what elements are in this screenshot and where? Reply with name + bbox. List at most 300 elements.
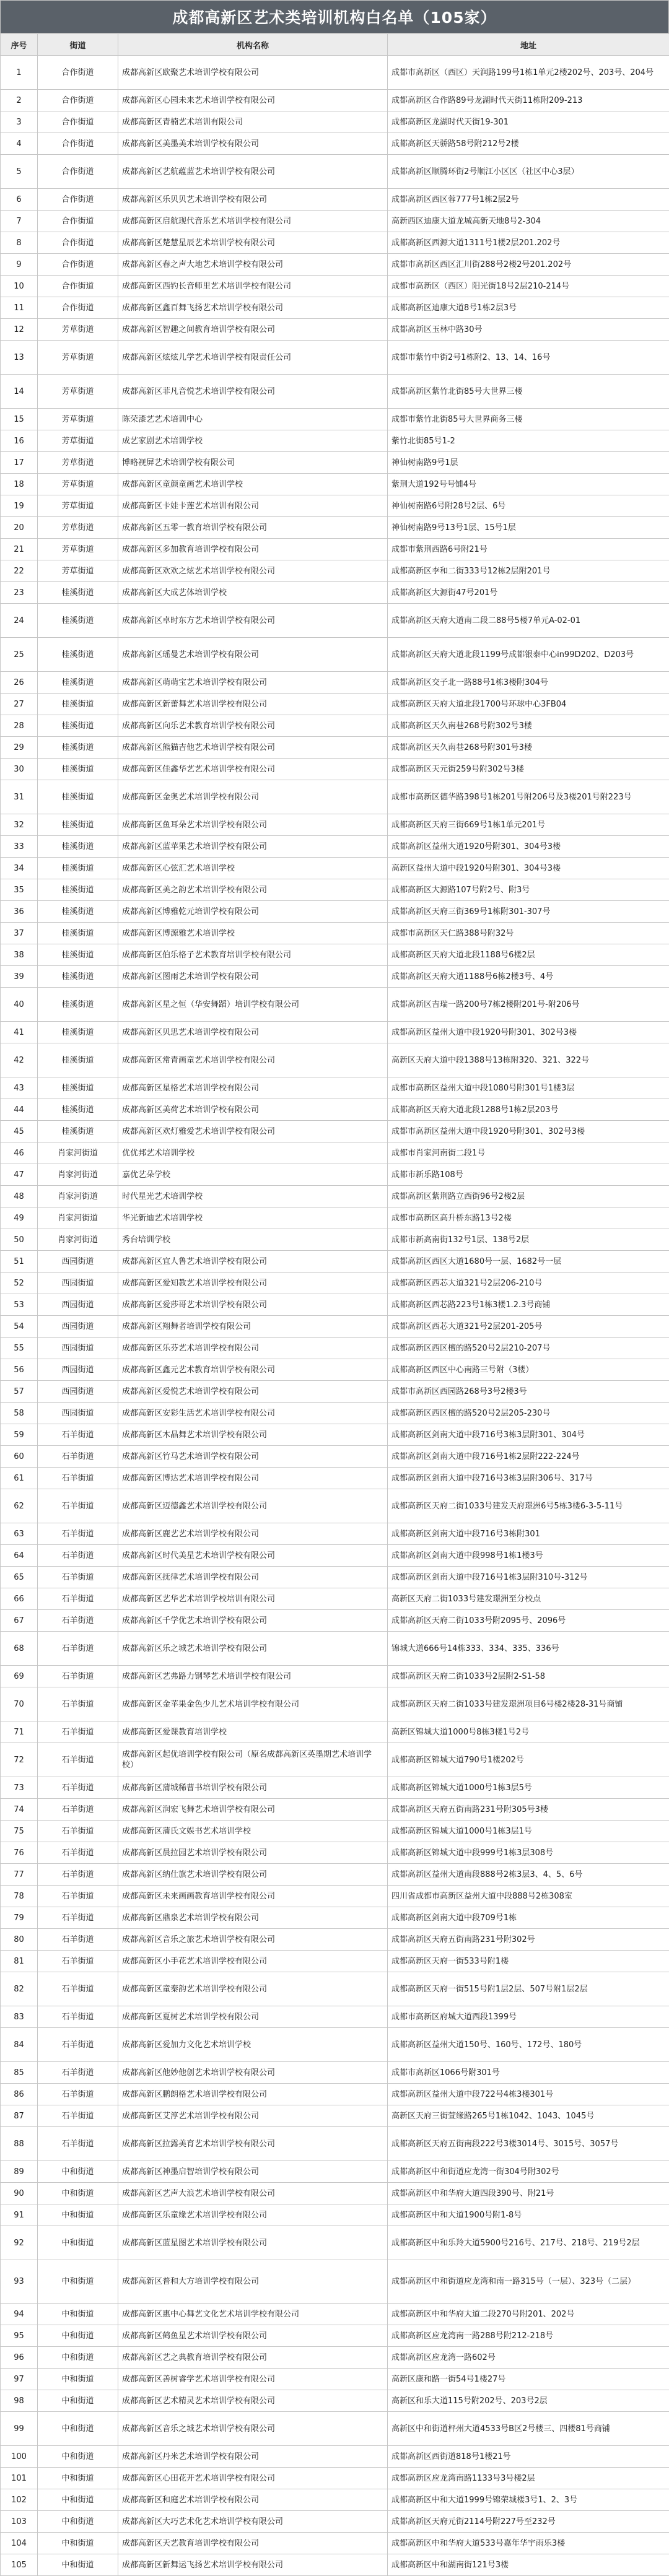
row-address: 成都高新区中和大道1999号锦荣城楼3号1、2、3号: [388, 2489, 669, 2511]
row-street: 桂溪街道: [38, 879, 118, 901]
row-institution: 成都高新区艺声大浪艺术培训学校有限公司: [118, 2183, 388, 2204]
row-institution: 成都高新区美墨美术培训学校有限公司: [118, 133, 388, 155]
row-institution: 成都高新区欢欢之炫艺术培训学校有限公司: [118, 560, 388, 582]
row-street: 西园街道: [38, 1338, 118, 1359]
table-row: [1, 2446, 669, 2468]
row-index: 36: [1, 901, 38, 923]
row-street: 中和街道: [38, 2325, 118, 2347]
row-institution: 成都高新区五零一教育培训学校有限公司: [118, 517, 388, 539]
row-institution: 成都高新区竹马艺术培训学校有限公司: [118, 1446, 388, 1468]
row-address: 成都市紫竹中街2号1栋附2、13、14、16号: [388, 341, 669, 375]
row-index: 67: [1, 1610, 38, 1632]
table-row: [1, 780, 669, 814]
row-street: 桂溪街道: [38, 715, 118, 737]
table-row: [1, 672, 669, 694]
table-row: [1, 2161, 669, 2183]
row-address: 成都市高新区府城大道西段1399号: [388, 2006, 669, 2028]
row-institution: 成都高新区爱知教艺术培训学校有限公司: [118, 1273, 388, 1294]
row-index: 35: [1, 879, 38, 901]
row-institution: 成都高新区伯乐格子艺术教育培训学校有限公司: [118, 944, 388, 966]
row-street: 桂溪街道: [38, 638, 118, 672]
row-address: 成都高新区交子北一路88号1栋3楼附304号: [388, 672, 669, 694]
row-address: 成都高新区益州大道中段1920号附301、302号3楼: [388, 1022, 669, 1043]
table-row: [1, 1338, 669, 1359]
table-row: [1, 1799, 669, 1821]
table-row: [1, 737, 669, 759]
row-institution: 成都高新区蓝苹果艺术培训学校有限公司: [118, 836, 388, 858]
row-street: 中和街道: [38, 2468, 118, 2489]
row-institution: 成都高新区宜人鲁艺术培训学校有限公司: [118, 1251, 388, 1273]
table-row: [1, 1043, 669, 1077]
table-row: [1, 1446, 669, 1468]
row-street: 中和街道: [38, 2489, 118, 2511]
row-institution: 成都高新区熊猫吉他艺术培训学校有限公司: [118, 737, 388, 759]
row-street: 芳草街道: [38, 495, 118, 517]
table-row: [1, 1251, 669, 1273]
row-address: 成都高新区应龙湾一路602号: [388, 2347, 669, 2369]
row-institution: 成都高新区鱼耳朵艺术培训学校有限公司: [118, 814, 388, 836]
row-street: 石羊街道: [38, 2062, 118, 2084]
table-row: [1, 1121, 669, 1142]
row-address: 成都高新区中和乐羚大道5900号216号、217号、218号、219号2层: [388, 2226, 669, 2260]
row-index: 82: [1, 1972, 38, 2006]
row-address: 成都高新区紫竹北街85号大世界三楼: [388, 375, 669, 409]
row-address: 成都高新区益州大道南段888号2栋3层3、4、5、6号: [388, 1864, 669, 1886]
row-institution: 成都高新区小手花艺术培训学校有限公司: [118, 1951, 388, 1972]
row-index: 8: [1, 232, 38, 254]
row-index: 46: [1, 1142, 38, 1164]
row-street: 桂溪街道: [38, 737, 118, 759]
row-street: 桂溪街道: [38, 1099, 118, 1121]
table-row: [1, 1294, 669, 1316]
row-index: 59: [1, 1424, 38, 1446]
row-street: 石羊街道: [38, 1588, 118, 1610]
row-street: 中和街道: [38, 2511, 118, 2533]
row-address: 神仙树南路9号1层: [388, 452, 669, 474]
row-institution: 成都高新区童颜童画艺术培训学校: [118, 474, 388, 495]
row-street: 合作街道: [38, 297, 118, 319]
table-row: [1, 2127, 669, 2161]
table-row: [1, 923, 669, 944]
row-address: 成都市高新区（西区）阳光街18号2层210-214号: [388, 276, 669, 297]
row-institution: 成都高新区晨拉园艺术培训学校有限公司: [118, 1842, 388, 1864]
row-address: 成都高新区中和华府大道四段390号、附21号: [388, 2183, 669, 2204]
row-address: 成都高新区天府大道1188号6栋2楼3号、4号: [388, 966, 669, 988]
row-street: 石羊街道: [38, 1821, 118, 1842]
row-address: 成都高新区剑南大道中段709号1栋: [388, 1907, 669, 1929]
table-row: [1, 1687, 669, 1721]
row-address: 成都市新乐路108号: [388, 1164, 669, 1186]
row-institution: 成都高新区智趣之间教育培训学校有限公司: [118, 319, 388, 341]
row-index: 57: [1, 1381, 38, 1403]
row-street: 西园街道: [38, 1294, 118, 1316]
table-row: [1, 1489, 669, 1523]
row-index: 2: [1, 90, 38, 111]
row-street: 桂溪街道: [38, 836, 118, 858]
row-index: 34: [1, 858, 38, 879]
row-institution: 成都高新区润宏飞舞艺术培训学校有限公司: [118, 1799, 388, 1821]
row-address: 成都高新区天骄路58号附212号2楼: [388, 133, 669, 155]
table-row: [1, 276, 669, 297]
row-street: 中和街道: [38, 2226, 118, 2260]
row-institution: 优优邦艺术培训学校: [118, 1142, 388, 1164]
row-index: 19: [1, 495, 38, 517]
row-institution: 成都高新区童秦韵艺术培训学校有限公司: [118, 1972, 388, 2006]
table-row: [1, 1886, 669, 1907]
row-street: 中和街道: [38, 2161, 118, 2183]
row-index: 96: [1, 2347, 38, 2369]
row-index: 45: [1, 1121, 38, 1142]
row-street: 石羊街道: [38, 2028, 118, 2062]
row-address: 高新区天府二街1033号建发璟洲至分校点: [388, 1588, 669, 1610]
row-index: 98: [1, 2390, 38, 2412]
row-address: 成都高新区天府一街533号附1楼: [388, 1951, 669, 1972]
row-index: 43: [1, 1077, 38, 1099]
row-institution: 成都高新区博达艺术培训学校有限公司: [118, 1468, 388, 1489]
row-index: 78: [1, 1886, 38, 1907]
row-index: 31: [1, 780, 38, 814]
row-address: 成都高新区天元街259号附302号3楼: [388, 759, 669, 780]
row-address: 成都市高新区益州大道中段1920号附301、302号3楼: [388, 1121, 669, 1142]
table-header-row: [1, 34, 669, 56]
row-street: 中和街道: [38, 2554, 118, 2576]
table-row: [1, 1164, 669, 1186]
row-institution: 成都高新区木晶舞艺术培训学校有限公司: [118, 1424, 388, 1446]
table-row: [1, 879, 669, 901]
row-address: 成都市新高南街132号1层、138号2层: [388, 1229, 669, 1251]
row-index: 105: [1, 2554, 38, 2576]
row-street: 石羊街道: [38, 1424, 118, 1446]
row-street: 西园街道: [38, 1403, 118, 1424]
row-institution: 成都高新区向乐艺术教育培训学校有限公司: [118, 715, 388, 737]
row-address: 成都高新区剑南大道中段998号1栋1楼3号: [388, 1545, 669, 1567]
row-address: 成都高新区吉瑞一路200号7栋2楼附201号-附206号: [388, 988, 669, 1022]
row-street: 石羊街道: [38, 1743, 118, 1777]
row-index: 73: [1, 1777, 38, 1799]
row-institution: 成都高新区艺弗路力钢琴艺术培训学校有限公司: [118, 1666, 388, 1687]
row-institution: 成都高新区艺华艺术培训学校培训有限公司: [118, 1588, 388, 1610]
row-index: 49: [1, 1208, 38, 1229]
row-institution: 成都高新区天艺教育培训学校有限公司: [118, 2533, 388, 2554]
row-index: 26: [1, 672, 38, 694]
row-address: 成都高新区天府元街2114号附227号至232号: [388, 2511, 669, 2533]
header-institution: 机构名称: [118, 34, 388, 56]
row-address: 成都高新区龙湖时代天街19-301: [388, 111, 669, 133]
row-institution: 成都高新区菲凡音悦艺术培训学校有限公司: [118, 375, 388, 409]
row-street: 石羊街道: [38, 2127, 118, 2161]
table-row: [1, 2183, 669, 2204]
row-institution: 成都高新区大巧艺术化艺术培训学校有限公司: [118, 2511, 388, 2533]
row-address: 成都市高新区高升桥东路13号2楼: [388, 1208, 669, 1229]
row-address: 成都高新区天府二街1033号建发天府璟洲6号5栋3楼6-3-5-11号: [388, 1489, 669, 1523]
row-institution: 成都高新区卓时东方艺术培训学校有限公司: [118, 604, 388, 638]
row-institution: 成都高新区蒲城稀曹书培训学校有限公司: [118, 1777, 388, 1799]
table-row: [1, 759, 669, 780]
row-address: 成都高新区中和街道应龙湾一街304号附302号: [388, 2161, 669, 2183]
row-address: 成都高新区大源街47号201号: [388, 582, 669, 604]
row-index: 62: [1, 1489, 38, 1523]
row-street: 桂溪街道: [38, 858, 118, 879]
row-institution: 成都高新区鼎泉艺术培训学校有限公司: [118, 1907, 388, 1929]
row-institution: 成都高新区美之韵艺术培训学校有限公司: [118, 879, 388, 901]
row-street: 芳草街道: [38, 375, 118, 409]
row-index: 63: [1, 1523, 38, 1545]
row-institution: 成都高新区艺航蕴蓝艺术培训学校有限公司: [118, 155, 388, 189]
table-row: [1, 2006, 669, 2028]
row-institution: 成都高新区乐之城艺术培训学校有限公司: [118, 1632, 388, 1666]
row-address: 成都高新区天府二街1033号附2095号、2096号: [388, 1610, 669, 1632]
table-row: [1, 560, 669, 582]
row-street: 石羊街道: [38, 1907, 118, 1929]
table-row: [1, 1632, 669, 1666]
row-institution: 成都高新区艾淳艺术培训学校有限公司: [118, 2105, 388, 2127]
row-street: 石羊街道: [38, 1972, 118, 2006]
row-street: 桂溪街道: [38, 901, 118, 923]
row-street: 合作街道: [38, 276, 118, 297]
row-index: 3: [1, 111, 38, 133]
row-index: 30: [1, 759, 38, 780]
row-street: 合作街道: [38, 211, 118, 232]
row-index: 28: [1, 715, 38, 737]
row-address: 成都高新区李和二街333号12栋2层附201号: [388, 560, 669, 582]
row-index: 11: [1, 297, 38, 319]
row-institution: 成都高新区博雅乾元培训学校有限公司: [118, 901, 388, 923]
row-index: 1: [1, 56, 38, 90]
row-address: 高新西区迪康大道龙城高新天地8号2-304: [388, 211, 669, 232]
row-address: 成都高新区应龙湾南一路288号附212-218号: [388, 2325, 669, 2347]
row-institution: 成都高新区心弦汇艺术培训学校: [118, 858, 388, 879]
table-row: [1, 409, 669, 430]
row-address: 成都高新区紫荆路立西街96号2楼2层: [388, 1186, 669, 1208]
row-index: 47: [1, 1164, 38, 1186]
row-address: 成都高新区天府三街369号1栋附301-307号: [388, 901, 669, 923]
row-institution: 成都高新区美荷艺术培训学校有限公司: [118, 1099, 388, 1121]
row-address: 成都高新区剑南大道中段716号3栋3层附306号、317号: [388, 1468, 669, 1489]
table-row: [1, 638, 669, 672]
row-address: 成都高新区天久南巷268号附302号3楼: [388, 715, 669, 737]
row-address: 成都高新区合作路89号龙湖时代天街11栋附209-213: [388, 90, 669, 111]
row-institution: 成都高新区金奥艺术培训学校有限公司: [118, 780, 388, 814]
row-street: 中和街道: [38, 2369, 118, 2390]
row-address: 成都高新区剑南大道中段716号1栋3层附310号-312号: [388, 1567, 669, 1588]
row-institution: 成都高新区青楠艺术培训有限公司: [118, 111, 388, 133]
row-address: 高新区中和街道枰州大道4533号B区2号楼三、四楼81号商铺: [388, 2412, 669, 2446]
table-row: [1, 1359, 669, 1381]
row-street: 石羊街道: [38, 1864, 118, 1886]
row-index: 85: [1, 2062, 38, 2084]
row-street: 合作街道: [38, 111, 118, 133]
table-row: [1, 1186, 669, 1208]
row-institution: 成都高新区大成艺体培训学校: [118, 582, 388, 604]
row-address: 成都高新区天府五街南段222号3楼3014号、3015号、3057号: [388, 2127, 669, 2161]
row-street: 芳草街道: [38, 539, 118, 560]
row-institution: 成都高新区起优培训学校有限公司（原名成都高新区英墨期艺术培训学校）: [118, 1743, 388, 1777]
row-address: 成都高新区天府大道南二段二88号5楼7单元A-02-01: [388, 604, 669, 638]
row-institution: 博略视屏艺术培训学校有限公司: [118, 452, 388, 474]
row-index: 79: [1, 1907, 38, 1929]
row-institution: 成都高新区图雨艺术培训学校有限公司: [118, 966, 388, 988]
table-row: [1, 1929, 669, 1951]
row-index: 15: [1, 409, 38, 430]
row-institution: 成都高新区音乐之城艺术培训学校有限公司: [118, 2412, 388, 2446]
row-institution: 成都高新区惠中心舞艺文化艺术培训学校有限公司: [118, 2304, 388, 2325]
table-row: [1, 1588, 669, 1610]
table-row: [1, 2204, 669, 2226]
row-address: 成都市高新区天仁路388号附32号: [388, 923, 669, 944]
row-institution: 时代星光艺术培训学校: [118, 1186, 388, 1208]
row-street: 石羊街道: [38, 1545, 118, 1567]
row-index: 58: [1, 1403, 38, 1424]
table-row: [1, 814, 669, 836]
row-street: 肖家河街道: [38, 1229, 118, 1251]
row-institution: 成都高新区安彩生活艺术培训学校有限公司: [118, 1403, 388, 1424]
row-index: 90: [1, 2183, 38, 2204]
table-row: [1, 1972, 669, 2006]
row-institution: 成都高新区萌萌宝艺术培训学校有限公司: [118, 672, 388, 694]
table-row: [1, 2062, 669, 2084]
row-street: 中和街道: [38, 2347, 118, 2369]
row-address: 成都高新区中和华府大道二段270号附201、202号: [388, 2304, 669, 2325]
row-street: 桂溪街道: [38, 988, 118, 1022]
row-address: 成都高新区天府大道北段1199号成都银泰中心in99D202、D203号: [388, 638, 669, 672]
row-index: 18: [1, 474, 38, 495]
row-index: 68: [1, 1632, 38, 1666]
row-institution: 成都高新区爱课教育培训学校: [118, 1721, 388, 1743]
row-institution: 成都高新区神墨启智培训学校有限公司: [118, 2161, 388, 2183]
row-street: 石羊街道: [38, 1799, 118, 1821]
row-address: 成都高新区剑南大道中段716号3栋3层附301、304号: [388, 1424, 669, 1446]
row-address: 成都高新区西芯路223号1栋3楼1.2.3号商铺: [388, 1294, 669, 1316]
row-address: 成都市高新区德华路398号1栋201号附206号及3楼201号附223号: [388, 780, 669, 814]
row-index: 61: [1, 1468, 38, 1489]
row-index: 51: [1, 1251, 38, 1273]
row-institution: 成都高新区新舞运飞扬艺术培训学校有限公司: [118, 2554, 388, 2576]
table-row: [1, 1208, 669, 1229]
row-address: 四川省成都市高新区益州大道中段888号2栋308室: [388, 1886, 669, 1907]
row-address: 紫荆大道192号号铺4号: [388, 474, 669, 495]
row-street: 芳草街道: [38, 409, 118, 430]
table-row: [1, 90, 669, 111]
row-street: 芳草街道: [38, 517, 118, 539]
row-index: 71: [1, 1721, 38, 1743]
row-address: 成都高新区锦城大道1000号1栋3层1号: [388, 1821, 669, 1842]
row-index: 94: [1, 2304, 38, 2325]
table-row: [1, 1381, 669, 1403]
table-row: [1, 2084, 669, 2105]
table-row: [1, 858, 669, 879]
row-institution: 成都高新区春之声大地艺术培训学校有限公司: [118, 254, 388, 276]
row-street: 桂溪街道: [38, 814, 118, 836]
table-row: [1, 539, 669, 560]
table-row: [1, 211, 669, 232]
row-institution: 成艺家剧艺术培训学校: [118, 430, 388, 452]
table-row: [1, 2260, 669, 2304]
row-street: 石羊街道: [38, 1687, 118, 1721]
row-street: 桂溪街道: [38, 672, 118, 694]
table-row: [1, 944, 669, 966]
row-street: 石羊街道: [38, 1777, 118, 1799]
row-address: 成都高新区天府大道北段1700号环球中心3FB04: [388, 694, 669, 715]
row-index: 7: [1, 211, 38, 232]
row-index: 25: [1, 638, 38, 672]
row-street: 桂溪街道: [38, 1077, 118, 1099]
row-index: 100: [1, 2446, 38, 2468]
table-row: [1, 1077, 669, 1099]
row-institution: 成都高新区瑶曼艺术培训学校有限公司: [118, 638, 388, 672]
table-row: [1, 1022, 669, 1043]
row-index: 84: [1, 2028, 38, 2062]
table-row: [1, 1142, 669, 1164]
row-address: 成都市高新区益州大道中段1080号附301号1楼3层: [388, 1077, 669, 1099]
row-address: 成都高新区天府二街1033号建发璟洲项目6号楼2楼28-31号商铺: [388, 1687, 669, 1721]
row-street: 桂溪街道: [38, 759, 118, 780]
row-street: 石羊街道: [38, 1567, 118, 1588]
row-institution: 成都高新区蒲氏文娱书艺术培训学校: [118, 1821, 388, 1842]
row-street: 桂溪街道: [38, 582, 118, 604]
row-index: 44: [1, 1099, 38, 1121]
row-index: 65: [1, 1567, 38, 1588]
row-index: 70: [1, 1687, 38, 1721]
row-street: 肖家河街道: [38, 1186, 118, 1208]
row-institution: 成都高新区丹米艺术培训学校有限公司: [118, 2446, 388, 2468]
row-institution: 成都高新区音乐之旅艺术培训学校有限公司: [118, 1929, 388, 1951]
row-street: 芳草街道: [38, 430, 118, 452]
row-institution: 成都高新区星格艺术培训学校有限公司: [118, 1077, 388, 1099]
row-street: 桂溪街道: [38, 604, 118, 638]
row-address: 神仙树南路9号13号1层、15号1层: [388, 517, 669, 539]
row-institution: 成都高新区爱莎哥艺术培训学校有限公司: [118, 1294, 388, 1316]
table-row: [1, 375, 669, 409]
table-row: [1, 1842, 669, 1864]
row-street: 西园街道: [38, 1316, 118, 1338]
row-index: 39: [1, 966, 38, 988]
row-street: 合作街道: [38, 133, 118, 155]
row-institution: 成都高新区欧聚艺术培训学校有限公司: [118, 56, 388, 90]
table-row: [1, 1666, 669, 1687]
row-address: 成都高新区玉林中路30号: [388, 319, 669, 341]
table-row: [1, 2468, 669, 2489]
row-street: 桂溪街道: [38, 694, 118, 715]
table-row: [1, 901, 669, 923]
row-index: 76: [1, 1842, 38, 1864]
document-title: 成都高新区艺术类培训机构白名单（105家）: [0, 0, 669, 33]
row-index: 38: [1, 944, 38, 966]
row-street: 石羊街道: [38, 1523, 118, 1545]
row-institution: 成都高新区蓝星图艺术培训学校有限公司: [118, 2226, 388, 2260]
row-index: 81: [1, 1951, 38, 1972]
row-index: 80: [1, 1929, 38, 1951]
row-street: 石羊街道: [38, 1721, 118, 1743]
row-address: 成都高新区天府五街南路231号附305号3楼: [388, 1799, 669, 1821]
table-row: [1, 1743, 669, 1777]
row-institution: 成都高新区乐芬艺术培训学校有限公司: [118, 1338, 388, 1359]
row-index: 13: [1, 341, 38, 375]
row-street: 中和街道: [38, 2446, 118, 2468]
row-address: 紫竹北街85号1-2: [388, 430, 669, 452]
table-row: [1, 2511, 669, 2533]
row-institution: 成都高新区多加教育培训学校有限公司: [118, 539, 388, 560]
row-institution: 成都高新区鑫元艺术教育培训学校有限公司: [118, 1359, 388, 1381]
row-institution: 成都高新区启航现代音乐艺术培训学校有限公司: [118, 211, 388, 232]
row-institution: 成都高新区佳鑫华艺艺术培训学校有限公司: [118, 759, 388, 780]
row-address: 成都高新区天府大道北段1188号6楼2层: [388, 944, 669, 966]
row-address: 成都高新区锦城大道中段999号1栋3层308号: [388, 1842, 669, 1864]
row-institution: 成都高新区和庭艺术培训学校有限公司: [118, 2489, 388, 2511]
table-row: [1, 988, 669, 1022]
row-index: 99: [1, 2412, 38, 2446]
table-row: [1, 1821, 669, 1842]
header-address: 地址: [388, 34, 669, 56]
